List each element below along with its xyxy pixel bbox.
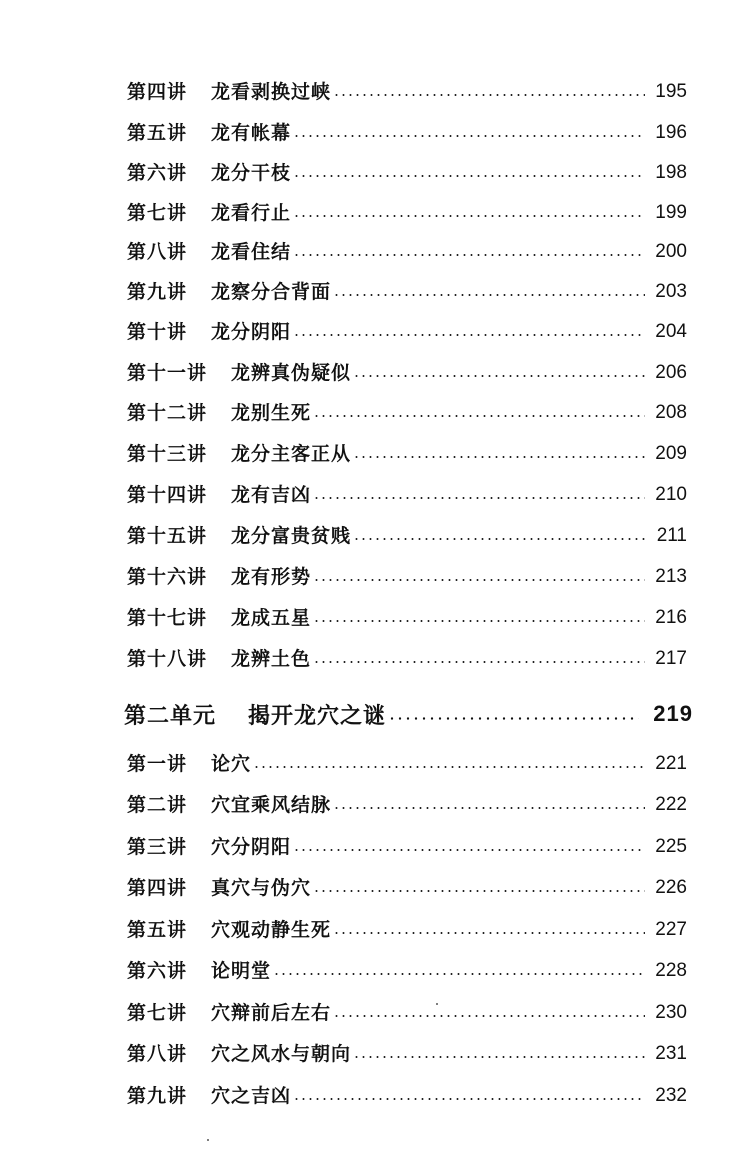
lecture-title: 龙有吉凶 <box>231 484 312 506</box>
page-number: 217 <box>655 648 687 669</box>
lecture-title: 穴分阴阳 <box>211 836 292 858</box>
lecture-number: 第四讲 <box>127 877 188 899</box>
toc-entry[interactable] <box>127 1039 687 1069</box>
lecture-number: 第九讲 <box>127 281 188 303</box>
lecture-number: 第四讲 <box>127 81 188 103</box>
dot-leader <box>333 294 645 296</box>
page-number: 227 <box>655 919 687 940</box>
toc-entry[interactable] <box>127 521 687 551</box>
lecture-title: 论明堂 <box>211 960 272 982</box>
scan-speck <box>436 1003 438 1005</box>
lecture-title: 穴之风水与朝向 <box>211 1043 352 1065</box>
page-number: 209 <box>655 443 687 464</box>
toc-entry[interactable] <box>127 439 687 469</box>
unit-title: 揭开龙穴之谜 <box>248 703 387 729</box>
dot-leader <box>313 415 645 417</box>
lecture-title: 龙有帐幕 <box>211 122 292 144</box>
toc-entry[interactable] <box>127 198 687 228</box>
lecture-number: 第十一讲 <box>127 362 208 384</box>
dot-leader <box>273 973 645 975</box>
page-number: 211 <box>656 525 687 546</box>
dot-leader <box>293 215 645 217</box>
toc-entry[interactable] <box>127 915 687 945</box>
toc-entry[interactable] <box>127 398 687 428</box>
dot-leader <box>293 175 645 177</box>
page-number: 198 <box>655 162 687 183</box>
lecture-number: 第三讲 <box>127 836 188 858</box>
dot-leader <box>253 766 645 768</box>
lecture-title: 龙辨真伪疑似 <box>231 362 352 384</box>
toc-entry[interactable] <box>127 873 687 903</box>
page-number: 196 <box>655 122 687 143</box>
dot-leader <box>388 717 639 720</box>
toc-entry[interactable] <box>127 832 687 862</box>
toc-entry[interactable] <box>127 480 687 510</box>
dot-leader <box>333 807 645 809</box>
dot-leader <box>313 579 645 581</box>
lecture-title: 龙分主客正从 <box>231 443 352 465</box>
lecture-number: 第二讲 <box>127 794 188 816</box>
lecture-number: 第五讲 <box>127 919 188 941</box>
lecture-title: 穴辩前后左右 <box>211 1002 332 1024</box>
lecture-number: 第十八讲 <box>127 648 208 670</box>
toc-entry[interactable] <box>127 277 687 307</box>
toc-entry[interactable] <box>127 77 687 107</box>
dot-leader <box>353 1056 645 1058</box>
page-number: 199 <box>655 202 687 223</box>
toc-entry[interactable] <box>127 317 687 347</box>
lecture-title: 穴之吉凶 <box>211 1085 292 1107</box>
lecture-title: 龙有形势 <box>231 566 312 588</box>
dot-leader <box>313 661 645 663</box>
page-number: 210 <box>655 484 687 505</box>
lecture-number: 第八讲 <box>127 1043 188 1065</box>
lecture-number: 第八讲 <box>127 241 188 263</box>
lecture-number: 第十四讲 <box>127 484 208 506</box>
toc-entry[interactable] <box>127 562 687 592</box>
lecture-title: 真穴与伪穴 <box>211 877 312 899</box>
dot-leader <box>313 497 645 499</box>
lecture-title: 龙别生死 <box>231 402 312 424</box>
page-number: 222 <box>655 794 687 815</box>
dot-leader <box>293 849 645 851</box>
lecture-number: 第十二讲 <box>127 402 208 424</box>
unit-label: 第二单元 <box>124 703 217 729</box>
page-number: 213 <box>655 566 687 587</box>
lecture-title: 龙看住结 <box>211 241 292 263</box>
toc-entry[interactable] <box>127 237 687 267</box>
lecture-title: 龙分干枝 <box>211 162 292 184</box>
page-number: 221 <box>655 753 687 774</box>
dot-leader <box>293 334 645 336</box>
page-number: 200 <box>655 241 687 262</box>
lecture-number: 第七讲 <box>127 1002 188 1024</box>
toc-entry[interactable] <box>127 644 687 674</box>
page-number: 231 <box>655 1043 687 1064</box>
dot-leader <box>293 1098 645 1100</box>
dot-leader <box>313 890 645 892</box>
page-number: 232 <box>655 1085 687 1106</box>
dot-leader <box>353 456 645 458</box>
lecture-title: 龙看行止 <box>211 202 292 224</box>
page-number: 203 <box>655 281 687 302</box>
dot-leader <box>333 932 645 934</box>
dot-leader <box>333 1015 645 1017</box>
page-number: 228 <box>655 960 687 981</box>
dot-leader <box>333 94 645 96</box>
lecture-number: 第十七讲 <box>127 607 208 629</box>
page-number: 204 <box>655 321 687 342</box>
toc-entry[interactable] <box>127 790 687 820</box>
lecture-title: 龙察分合背面 <box>211 281 332 303</box>
lecture-title: 论穴 <box>211 753 252 775</box>
page-number: 208 <box>655 402 687 423</box>
lecture-title: 龙分阴阳 <box>211 321 292 343</box>
lecture-number: 第七讲 <box>127 202 188 224</box>
dot-leader <box>353 538 645 540</box>
page-number: 226 <box>655 877 687 898</box>
toc-entry[interactable] <box>127 358 687 388</box>
toc-entry[interactable] <box>127 118 687 148</box>
lecture-title: 龙成五星 <box>231 607 312 629</box>
lecture-number: 第一讲 <box>127 753 188 775</box>
page-number: 216 <box>655 607 687 628</box>
lecture-title: 龙辨土色 <box>231 648 312 670</box>
toc-entry[interactable] <box>127 956 687 986</box>
dot-leader <box>313 620 645 622</box>
lecture-number: 第十讲 <box>127 321 188 343</box>
lecture-title: 穴宜乘风结脉 <box>211 794 332 816</box>
dot-leader <box>353 375 645 377</box>
unit-heading[interactable] <box>124 697 693 731</box>
lecture-number: 第十五讲 <box>127 525 208 547</box>
toc-entry[interactable] <box>127 749 687 779</box>
lecture-number: 第六讲 <box>127 960 188 982</box>
lecture-number: 第五讲 <box>127 122 188 144</box>
page-number: 225 <box>655 836 687 857</box>
page-number: 195 <box>655 81 687 102</box>
toc-entry[interactable] <box>127 998 687 1028</box>
lecture-number: 第十三讲 <box>127 443 208 465</box>
page-number: 230 <box>655 1002 687 1023</box>
lecture-number: 第九讲 <box>127 1085 188 1107</box>
lecture-title: 龙看剥换过峡 <box>211 81 332 103</box>
unit-page-number: 219 <box>653 701 693 726</box>
lecture-number: 第十六讲 <box>127 566 208 588</box>
lecture-number: 第六讲 <box>127 162 188 184</box>
lecture-title: 穴观动静生死 <box>211 919 332 941</box>
toc-entry[interactable] <box>127 1081 687 1111</box>
scan-speck <box>207 1139 209 1141</box>
toc-entry[interactable] <box>127 158 687 188</box>
toc-entry[interactable] <box>127 603 687 633</box>
lecture-title: 龙分富贵贫贱 <box>231 525 352 547</box>
dot-leader <box>293 135 645 137</box>
page-number: 206 <box>655 362 687 383</box>
dot-leader <box>293 254 645 256</box>
